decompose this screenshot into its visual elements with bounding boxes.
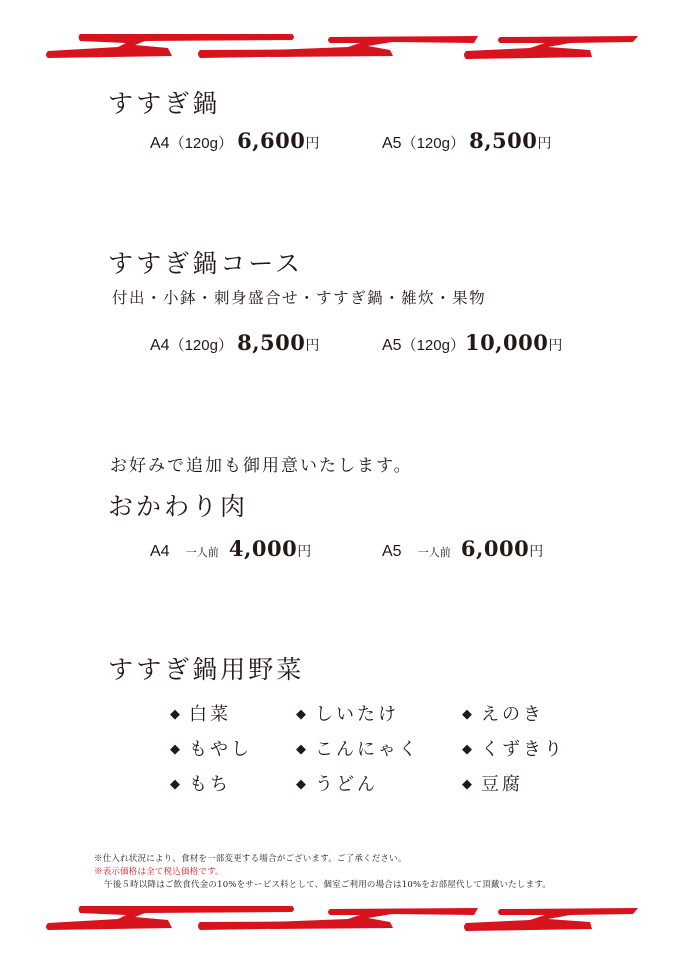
diamond-bullet-icon: ◆ [170, 707, 183, 722]
price-a4-course [150, 330, 319, 355]
price-amount: 6,000 [460, 536, 530, 561]
diamond-bullet-icon: ◆ [296, 707, 309, 722]
bottom-decorative-band [0, 900, 680, 940]
price-a4-extra-meat [150, 536, 311, 561]
section-title-course: すすぎ鍋コース [108, 249, 304, 278]
quantity-label: （120g） [401, 135, 465, 152]
extra-meat-intro: お好みで追加も御用意いたします。 [110, 456, 413, 476]
diamond-bullet-icon: ◆ [170, 777, 183, 792]
grade-label: A4 [150, 337, 170, 354]
course-description: 付出・小鉢・刺身盛合せ・すすぎ鍋・雑炊・果物 [112, 289, 487, 307]
note-tax-included: ※表示価格は全て税込価格です。 [94, 867, 224, 877]
grade-label: A5 [382, 543, 402, 560]
diamond-bullet-icon: ◆ [462, 707, 475, 722]
currency-label: 円 [305, 338, 320, 354]
grade-label: A4 [150, 543, 170, 560]
diamond-bullet-icon: ◆ [462, 742, 475, 757]
vegetable-item: ◆ しいたけ [296, 704, 399, 725]
price-a5-extra-meat [382, 536, 543, 561]
vegetable-item: ◆ 豆腐 [462, 774, 523, 795]
currency-label: 円 [537, 136, 552, 152]
section-title-sukiyaki: すすぎ鍋 [108, 89, 221, 118]
red-brush-pattern-icon [0, 900, 680, 940]
note-service-charge: 午後５時以降はご飲食代金の10%をサービス料として、個室ご利用の場合は10%をお部屋代して頂戴いたします。 [104, 880, 552, 890]
price-a5-course [382, 330, 562, 355]
vegetable-item: ◆ えのき [462, 704, 544, 725]
grade-label: A5 [382, 135, 402, 152]
grade-label: A5 [382, 337, 402, 354]
price-amount: 10,000 [464, 330, 549, 355]
price-amount: 8,500 [237, 330, 306, 355]
currency-label: 円 [297, 544, 312, 560]
price-a4-sukiyaki [150, 128, 319, 153]
section-title-vegetables: すすぎ鍋用野菜 [108, 655, 305, 684]
quantity-label: （120g） [169, 135, 233, 152]
section-title-extra-meat: おかわり肉 [108, 492, 249, 521]
vegetable-item: ◆ こんにゃく [296, 739, 420, 760]
red-brush-pattern-icon [0, 28, 680, 68]
vegetable-item: ◆ 白菜 [170, 704, 231, 725]
portion-label: 一人前 [185, 546, 219, 559]
footnotes [94, 853, 551, 892]
price-amount: 8,500 [469, 128, 538, 153]
price-amount: 4,000 [228, 536, 298, 561]
currency-label: 円 [529, 544, 544, 560]
quantity-label: （120g） [169, 337, 233, 354]
grade-label: A4 [150, 135, 170, 152]
diamond-bullet-icon: ◆ [170, 742, 183, 757]
currency-label: 円 [548, 338, 563, 354]
price-amount: 6,600 [237, 128, 306, 153]
vegetable-item: ◆ うどん [296, 774, 378, 795]
price-a5-sukiyaki [382, 128, 551, 153]
note-ingredients: ※仕入れ状況により、食材を一部変更する場合がございます。ご了承ください。 [94, 854, 407, 864]
diamond-bullet-icon: ◆ [462, 777, 475, 792]
vegetable-item: ◆ くずきり [462, 739, 565, 760]
portion-label: 一人前 [417, 546, 451, 559]
diamond-bullet-icon: ◆ [296, 742, 309, 757]
currency-label: 円 [305, 136, 320, 152]
quantity-label: （120g） [401, 337, 465, 354]
vegetable-item: ◆ もち [170, 774, 231, 795]
vegetable-item: ◆ もやし [170, 739, 252, 760]
diamond-bullet-icon: ◆ [296, 777, 309, 792]
top-decorative-band [0, 28, 680, 68]
